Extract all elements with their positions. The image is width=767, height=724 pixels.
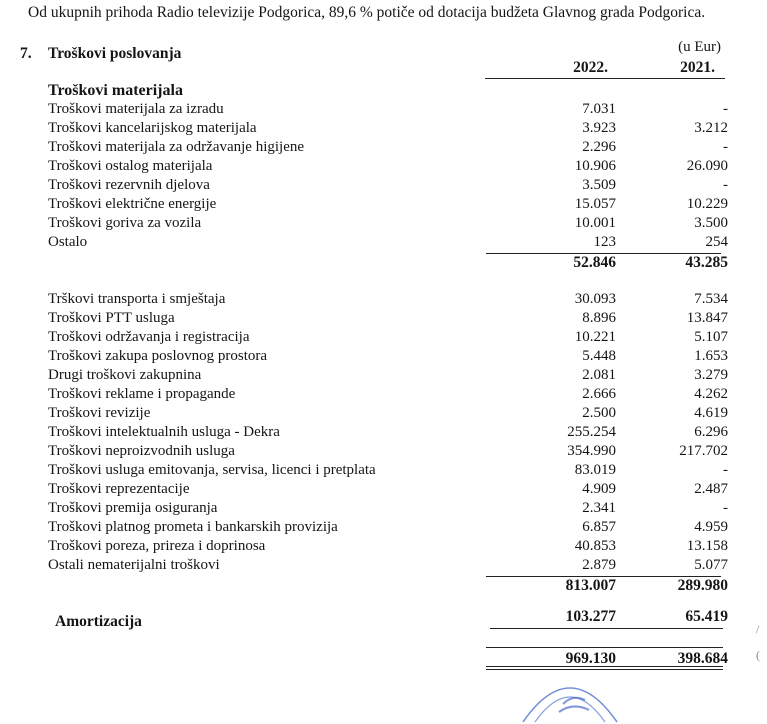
section-number: 7.	[20, 45, 32, 62]
row-label: Troškovi materijala za izradu	[48, 101, 224, 117]
row-label: Troškovi goriva za vozila	[48, 215, 202, 231]
table-row	[48, 138, 728, 157]
value-2022: 2.296	[582, 139, 616, 155]
intro-paragraph: Od ukupnih prihoda Radio televizije Podgorica, 89,6 % potiče od dotacija budžeta Glavnog grada Podgorica.	[28, 4, 706, 21]
materials-total-row	[48, 253, 728, 272]
value-2021: 4.619	[694, 405, 728, 421]
value-2021: 5.107	[694, 329, 728, 345]
value-2022: 255.254	[567, 424, 616, 440]
page-edge-mark: /	[756, 622, 760, 636]
value-2022: 8.896	[582, 310, 616, 326]
value-2022: 83.019	[574, 462, 616, 478]
value-2022: 3.923	[582, 120, 616, 136]
value-2022: 5.448	[582, 348, 616, 364]
table-row	[48, 214, 728, 233]
row-label: Troškovi platnog prometa i bankarskih provizija	[48, 519, 338, 535]
year-2022-header: 2022.	[573, 59, 608, 76]
value-2022: 10.906	[574, 158, 616, 174]
amortization-rule	[490, 628, 723, 629]
row-label: Troškovi zakupa poslovnog prostora	[48, 348, 268, 364]
amortization-row	[48, 607, 728, 626]
value-2021: -	[723, 101, 728, 117]
row-label: Troškovi poreza, prireza i doprinosa	[48, 538, 266, 554]
table-row	[48, 347, 728, 366]
table-row	[48, 366, 728, 385]
table-row	[48, 480, 728, 499]
total-2021: 289.980	[677, 577, 728, 594]
table-row	[48, 233, 728, 252]
value-2021: 5.077	[694, 557, 728, 573]
value-2021: -	[723, 177, 728, 193]
value-2021: -	[723, 500, 728, 516]
value-2021: 254	[705, 234, 728, 250]
row-label: Trškovi transporta i smještaja	[48, 291, 226, 307]
amortization-2021: 65.419	[685, 608, 728, 625]
value-2022: 10.001	[574, 215, 616, 231]
row-label: Troškovi materijala za održavanje higijene	[48, 139, 305, 155]
total-2021: 43.285	[685, 254, 728, 271]
value-2022: 2.500	[582, 405, 616, 421]
table-row	[48, 290, 728, 309]
grand-total-rule	[486, 647, 723, 648]
value-2021: 1.653	[694, 348, 728, 364]
value-2022: 6.857	[582, 519, 616, 535]
row-label: Troškovi revizije	[48, 405, 151, 421]
row-label: Troškovi reklame i propagande	[48, 386, 236, 402]
services-total-row	[48, 576, 728, 595]
table-row	[48, 423, 728, 442]
value-2022: 2.879	[582, 557, 616, 573]
services-subtotal-rule	[486, 576, 721, 577]
amortization-label: Amortizacija	[55, 613, 142, 630]
page-edge-mark: (	[756, 648, 760, 662]
table-row	[48, 442, 728, 461]
row-label: Drugi troškovi zakupnina	[48, 367, 202, 383]
value-2022: 354.990	[567, 443, 616, 459]
row-label: Troškovi neproizvodnih usluga	[48, 443, 235, 459]
materials-title: Troškovi materijala	[48, 82, 183, 99]
value-2021: 3.212	[694, 120, 728, 136]
total-2022: 813.007	[565, 577, 616, 594]
row-label: Troškovi rezervnih djelova	[48, 177, 210, 193]
table-row	[48, 328, 728, 347]
value-2022: 3.509	[582, 177, 616, 193]
table-row	[48, 537, 728, 556]
value-2021: 4.959	[694, 519, 728, 535]
row-label: Troškovi PTT usluga	[48, 310, 175, 326]
table-row	[48, 157, 728, 176]
value-2021: 13.158	[686, 538, 728, 554]
value-2022: 4.909	[582, 481, 616, 497]
grand-total-2022: 969.130	[565, 650, 616, 667]
total-2022: 52.846	[573, 254, 616, 271]
header-rule	[485, 78, 725, 79]
table-row	[48, 309, 728, 328]
value-2022: 2.341	[582, 500, 616, 516]
value-2021: 3.500	[694, 215, 728, 231]
value-2021: 3.279	[694, 367, 728, 383]
row-label: Troškovi intelektualnih usluga - Dekra	[48, 424, 280, 440]
value-2022: 40.853	[574, 538, 616, 554]
value-2022: 15.057	[574, 196, 616, 212]
value-2021: 13.847	[686, 310, 728, 326]
stamp-icon	[515, 664, 625, 724]
value-2021: 2.487	[694, 481, 728, 497]
value-2021: 26.090	[686, 158, 728, 174]
row-label: Ostalo	[48, 234, 88, 250]
row-label: Troškovi ostalog materijala	[48, 158, 213, 174]
table-row	[48, 499, 728, 518]
value-2022: 30.093	[574, 291, 616, 307]
row-label: Troškovi održavanja i registracija	[48, 329, 250, 345]
table-row	[48, 385, 728, 404]
table-row	[48, 518, 728, 537]
value-2022: 2.081	[582, 367, 616, 383]
table-row	[48, 195, 728, 214]
currency-unit: (u Eur)	[678, 39, 721, 55]
row-label: Troškovi reprezentacije	[48, 481, 190, 497]
row-label: Troškovi kancelarijskog materijala	[48, 120, 257, 136]
grand-total-2021: 398.684	[677, 650, 728, 667]
value-2021: 7.534	[694, 291, 728, 307]
table-row	[48, 119, 728, 138]
table-row	[48, 176, 728, 195]
value-2022: 7.031	[582, 101, 616, 117]
row-label: Troškovi premija osiguranja	[48, 500, 218, 516]
value-2021: 10.229	[686, 196, 728, 212]
value-2022: 2.666	[582, 386, 616, 402]
value-2022: 10.221	[574, 329, 616, 345]
row-label: Troškovi električne energije	[48, 196, 217, 212]
value-2021: -	[723, 462, 728, 478]
table-row	[48, 404, 728, 423]
section-heading	[20, 45, 181, 63]
row-label: Ostali nematerijalni troškovi	[48, 557, 220, 573]
amortization-2022: 103.277	[565, 608, 616, 625]
year-2021-header: 2021.	[680, 59, 715, 76]
value-2021: 6.296	[694, 424, 728, 440]
materials-subtotal-rule	[486, 253, 721, 254]
row-label: Troškovi usluga emitovanja, servisa, licenci i pretplata	[48, 462, 376, 478]
value-2021: 217.702	[679, 443, 728, 459]
value-2021: 4.262	[694, 386, 728, 402]
section-title: Troškovi poslovanja	[48, 45, 182, 62]
table-row	[48, 100, 728, 119]
table-row	[48, 556, 728, 575]
table-row	[48, 461, 728, 480]
value-2021: -	[723, 139, 728, 155]
value-2022: 123	[593, 234, 616, 250]
